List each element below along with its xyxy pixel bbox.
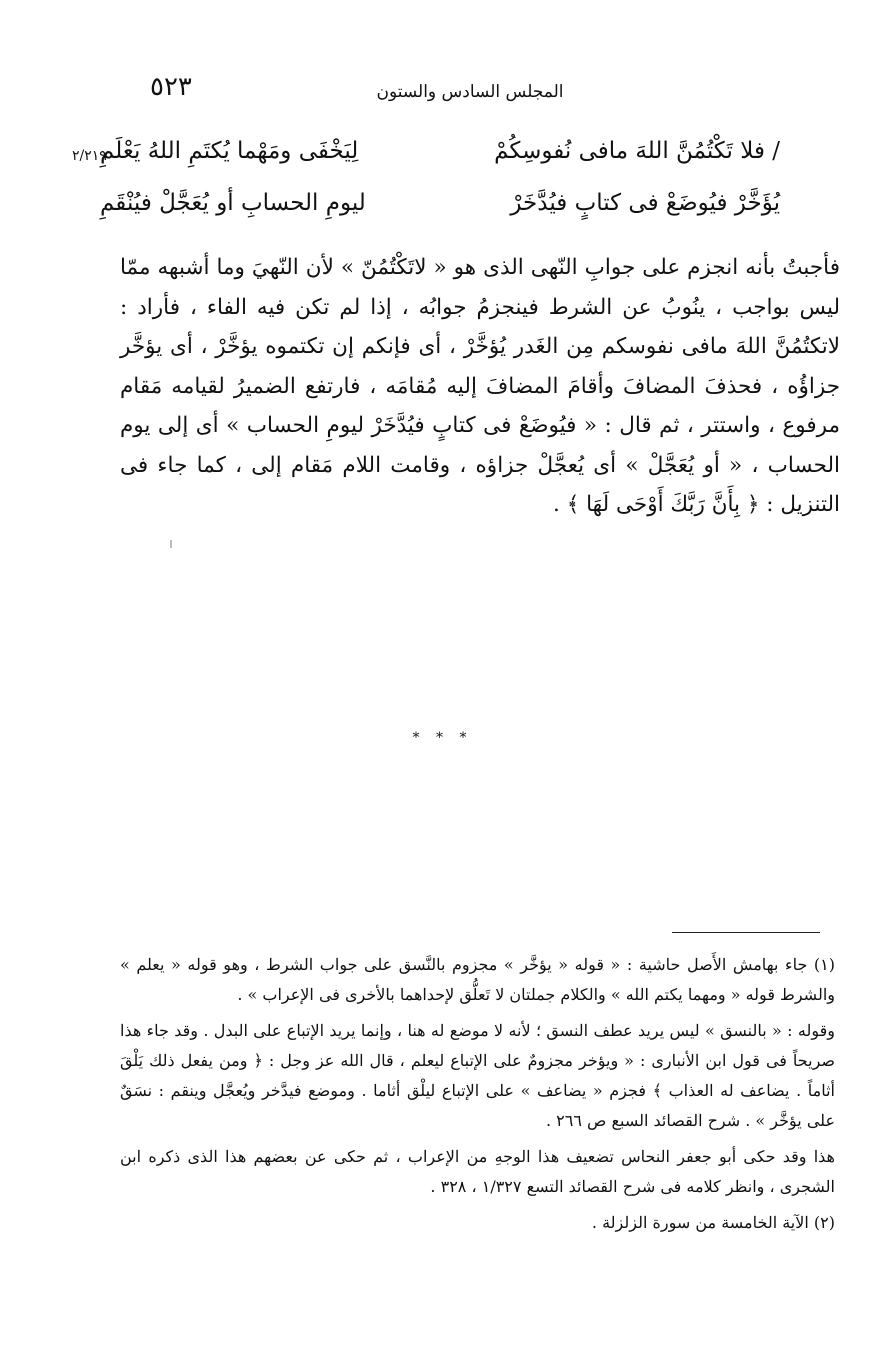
scan-speck xyxy=(170,540,172,548)
section-separator: * * * xyxy=(412,730,473,746)
verse-line xyxy=(100,190,780,242)
poetry-verse xyxy=(100,138,780,242)
page-number: ٥٢٣ xyxy=(150,72,192,102)
verse-second-hemistich: لِيَخْفَى ومَهْما يُكتَمِ اللهُ يَعْلَمِ xyxy=(100,138,359,164)
margin-reference: ٢/٢١٩ xyxy=(72,148,107,164)
verse-second-hemistich: ليومِ الحسابِ أو يُعَجَّلْ فيُنْقَمِ xyxy=(100,190,366,216)
verse-line xyxy=(100,138,780,190)
footnote: (١) جاء بهامش الأَصل حاشية : « قوله « يؤخَّر » مجزوم بالنَّسق على جواب الشرط ، وهو قوله « يعلم » والشرط قوله « ومهما يكتم الله » والكلام جملتان لا تَعلُّق لإحداهما بالأخرى فى الإعراب » . xyxy=(120,955,835,1004)
page-header xyxy=(120,72,820,108)
running-title: المجلس السادس والستون xyxy=(376,82,564,102)
verse-first-hemistich: / فلا تَكْتُمُنَّ اللهَ مافى نُفوسِكُمْ xyxy=(494,138,780,164)
footnote: وقوله : « بالنسق » ليس يريد عطف النسق ؛ لأنه لا موضع له هنا ، وإنما يريد الإتباع على البدل . وقد جاء هذا صريحاً فى قول ابن الأنبارى : « ويؤخر مجزومٌ على الإتباع ليعلم ، قال الله عز وجل : ﴿ ومن يفعل ذلك يَلْقَ أثاماً . يضاعف له العذاب ﴾ فجزم « يضاعف » على الإتباع ليلْق أثاما . وموضع فيدَّخر ويُعجَّل وينقم : نسَقٌ على يؤخَّر » . شرح القصائد السبع ص ٢٦٦ . xyxy=(120,1021,835,1130)
footnote: هذا وقد حكى أبو جعفر النحاس تضعيف هذا الوجهِ من الإعراب ، ثم حكى عن بعضهم هذا الذى ذكره ابن الشجرى ، وانظر كلامه فى شرح القصائد التسع ١/٣٢٧ ، ٣٢٨ . xyxy=(120,1147,835,1196)
body-paragraph: فأجبتُ بأنه انجزم على جوابِ النّهى الذى هو « لاتَكْتُمُنّ » لأن النّهيَ وما أشبهه ممّا ليس بواجب ، ينُوبُ عن الشرط فينجزمُ جوابُه ، إذا لم تكن فيه الفاء ، فأراد : لاتكتُمُنَّ اللهَ مافى نفوسكم مِن الغَدر يُؤخَّرْ ، أى فإنكم إن تكتموه يؤخَّرْ ، أى يؤخَّر جزاؤُه ، فحذفَ المضافَ وأقامَ المضافَ إليه مُقامَه ، فارتفع الضميرُ لقيامه مَقام مرفوع ، واستتر ، ثم قال : « فيُوضَعْ فى كتابٍ فيُدَّخَرْ ليومِ الحساب » أى إلى يوم الحساب ، « أو يُعَجَّلْ » أى يُعجَّلْ جزاؤه ، وقامت اللام مَقام إلى ، كما جاء فى التنزيل : ﴿ بِأَنَّ رَبَّكَ أَوْحَى لَهَا ﴾ . xyxy=(120,255,840,517)
footnote: (٢) الآية الخامسة من سورة الزلزلة . xyxy=(591,1213,835,1232)
verse-first-hemistich: يُؤَخَّرْ فيُوضَعْ فى كتابٍ فيُدَّخَرْ xyxy=(510,190,780,216)
footnotes xyxy=(120,950,835,1244)
footnote-rule xyxy=(672,932,820,933)
main-text xyxy=(120,248,840,525)
